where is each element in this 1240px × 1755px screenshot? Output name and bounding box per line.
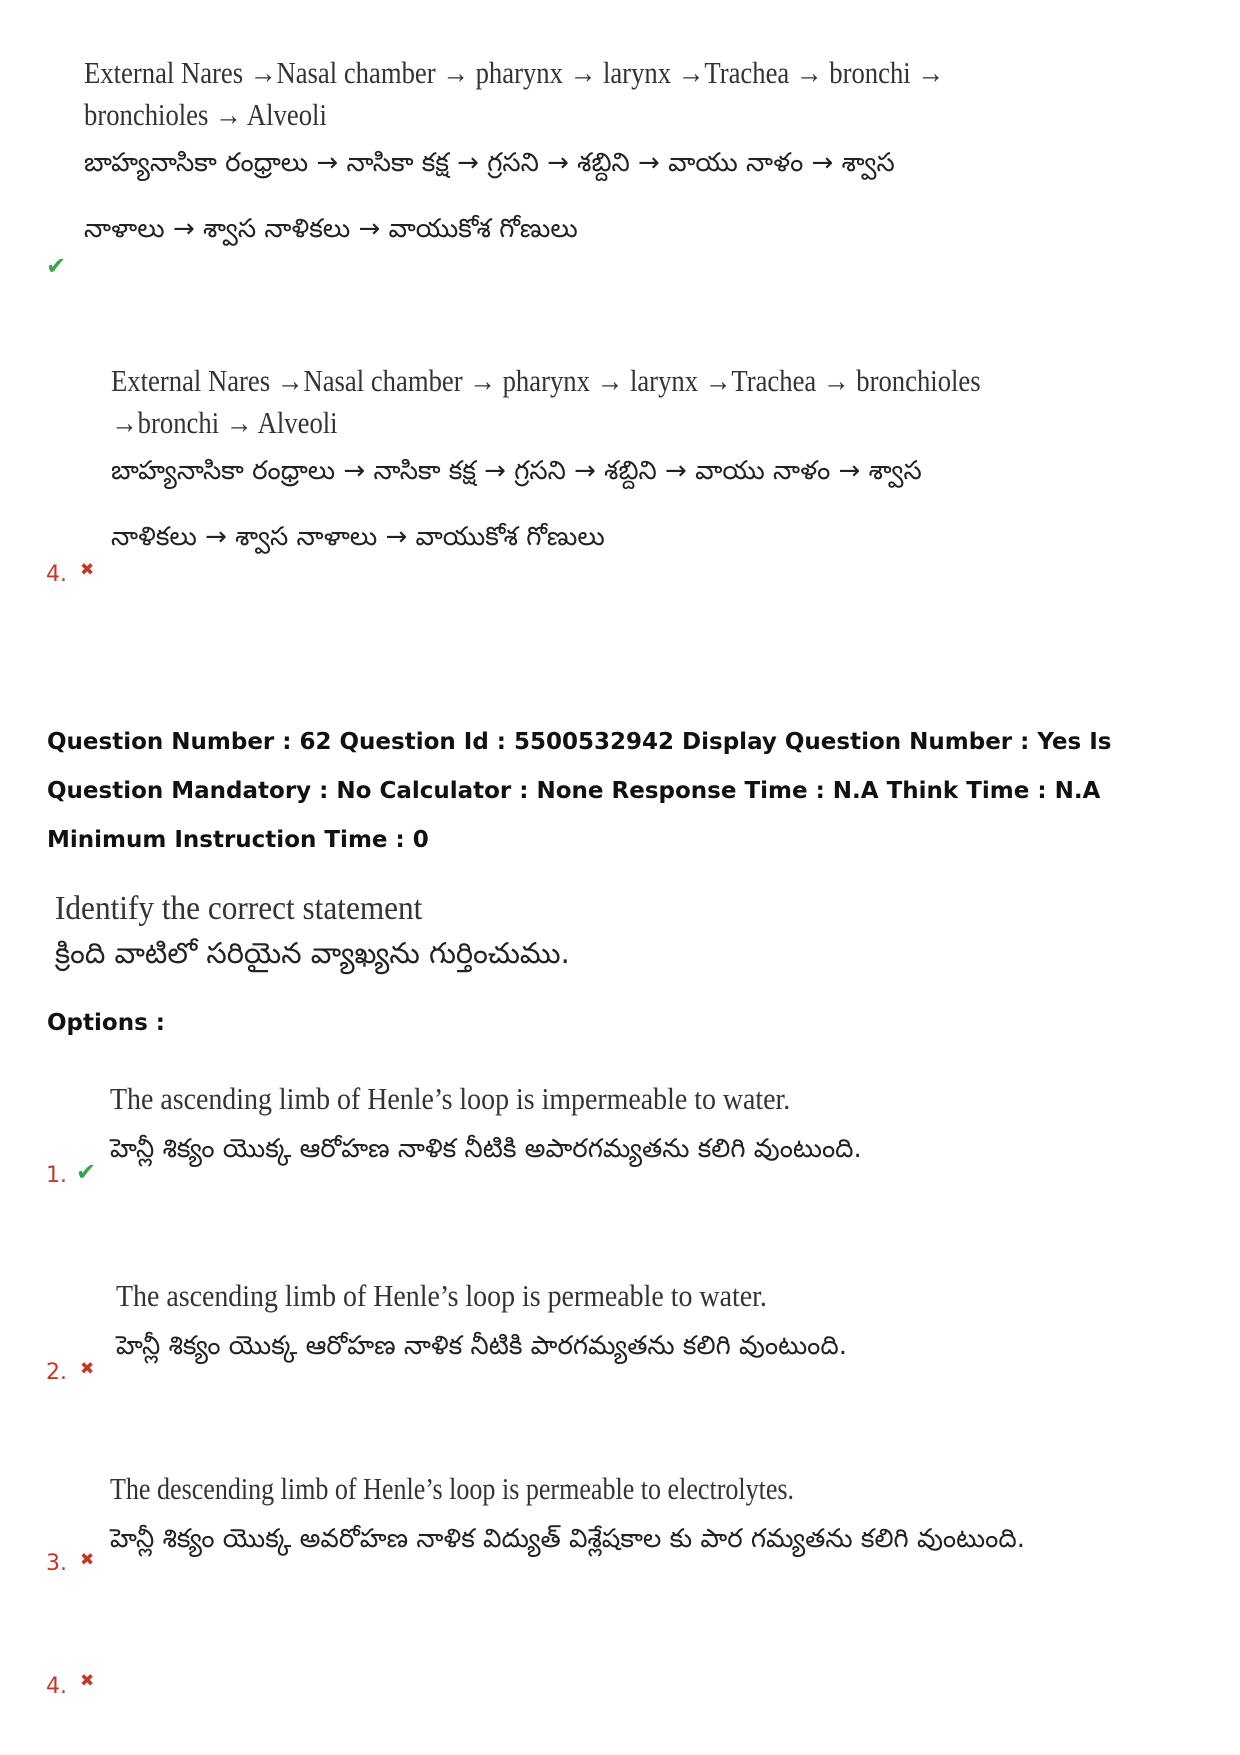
options-label: Options : [47, 1010, 165, 1036]
question-text-en: Identify the correct statement [55, 890, 423, 927]
option-2-number: 2. [46, 1360, 67, 1385]
option-3-en: The descending limb of Henle’s loop is permeable to electrolytes. [110, 1471, 795, 1506]
option-3-te: హెన్లీ శిక్యం యొక్క అవరోహణ నాళిక విద్యుత్ విశ్లేషకాల కు పార గమ్యతను కలిగి వుంటుంది. [110, 1524, 1025, 1554]
wrong-cross-icon: ✖ [80, 560, 95, 580]
prev-option-4-te-line2: నాళికలు → శ్వాస నాళాలు → వాయుకోశ గోణులు [111, 522, 605, 552]
option-1-en: The ascending limb of Henle’s loop is impermeable to water. [110, 1081, 791, 1116]
question-text-te: క్రింది వాటిలో సరియైన వ్యాఖ్యను గుర్తించుము. [55, 936, 570, 970]
prev-option-3-en-line1: External Nares →Nasal chamber → pharynx → larynx →Trachea → bronchi → [84, 55, 945, 90]
option-1-number: 1. [46, 1163, 67, 1188]
option-1 [110, 1078, 866, 1170]
prev-option-4-number: 4. [46, 562, 67, 587]
prev-option-4-en-line1: External Nares →Nasal chamber → pharynx → larynx →Trachea → bronchioles [111, 363, 981, 398]
prev-option-3-te-line2: నాళాలు → శ్వాస నాళికలు → వాయుకోశ గోణులు [84, 214, 578, 244]
option-4-number: 4. [46, 1674, 67, 1699]
prev-option-4 [111, 360, 1122, 558]
correct-check-icon: ✔ [46, 252, 67, 280]
option-2-cross-icon: ✖ [80, 1359, 95, 1379]
question-meta: Question Number : 62 Question Id : 5500532942 Display Question Number : Yes Is Question Mandatory : No Calculator : None Response Time : N.A Think Time : N.A Minimum Instruction Time : 0 [47, 729, 1112, 853]
option-2 [116, 1275, 847, 1367]
option-2-te: హెన్లీ శిక్యం యొక్క ఆరోహణ నాళిక నీటికి పారగమ్యతను కలిగి వుంటుంది. [116, 1331, 847, 1361]
option-3-cross-icon: ✖ [80, 1550, 95, 1570]
prev-option-3-en-line2: bronchioles → Alveoli [84, 97, 327, 132]
option-1-te: హెన్లీ శిక్యం యొక్క ఆరోహణ నాళిక నీటికి అపారగమ్యతను కలిగి వుంటుంది. [110, 1134, 862, 1164]
option-3-number: 3. [46, 1551, 67, 1576]
option-1-check-icon: ✔ [76, 1158, 97, 1186]
prev-option-4-te-line1: బాహ్యనాసికా రంధ్రాలు → నాసికా కక్ష → గ్రసని → శబ్దిని → వాయు నాళం → శ్వాస [111, 456, 922, 486]
prev-option-3 [84, 52, 1084, 250]
prev-option-4-en-line2: →bronchi → Alveoli [111, 405, 338, 440]
option-2-en: The ascending limb of Henle’s loop is permeable to water. [116, 1278, 767, 1313]
prev-option-3-te-line1: బాహ్యనాసికా రంధ్రాలు → నాసికా కక్ష → గ్రసని → శబ్దిని → వాయు నాళం → శ్వాస [84, 148, 895, 178]
option-3 [110, 1468, 1025, 1560]
option-4-cross-icon: ✖ [80, 1671, 95, 1691]
question-text [55, 888, 570, 978]
